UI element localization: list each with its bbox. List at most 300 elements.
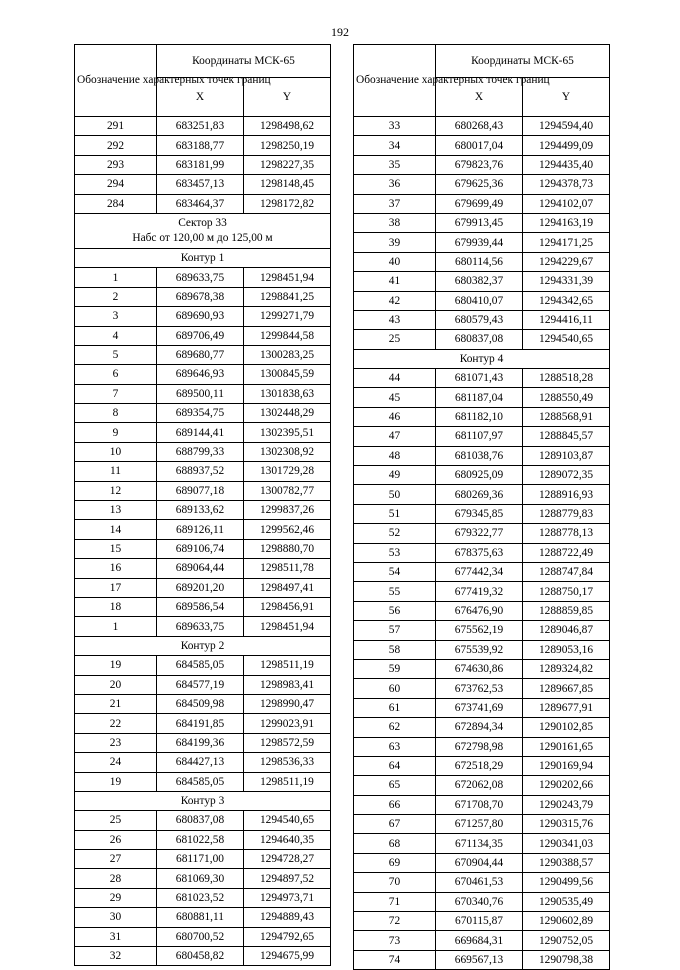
point-id-cell: 72 [354, 912, 436, 931]
point-id-cell: 7 [75, 384, 157, 403]
coordinates-header: Координаты МСК-65 [157, 45, 331, 78]
section-row [75, 213, 331, 248]
contour-row [354, 349, 610, 368]
point-id-cell: 20 [75, 675, 157, 694]
x-coordinate-cell: 669684,31 [436, 931, 523, 950]
point-id-cell: 64 [354, 756, 436, 775]
x-coordinate-cell: 677419,32 [436, 582, 523, 601]
table-row [75, 175, 331, 194]
table-row [75, 772, 331, 791]
point-id-cell: 65 [354, 776, 436, 795]
point-id-cell: 66 [354, 795, 436, 814]
table-row [354, 388, 610, 407]
table-row [354, 892, 610, 911]
x-coordinate-cell: 681069,30 [157, 869, 244, 888]
point-id-cell: 45 [354, 388, 436, 407]
x-coordinate-cell: 681023,52 [157, 888, 244, 907]
point-id-cell: 44 [354, 369, 436, 388]
x-coordinate-cell: 689633,75 [157, 617, 244, 636]
point-id-cell: 37 [354, 194, 436, 213]
contour-row [75, 791, 331, 810]
table-row [75, 136, 331, 155]
table-row [354, 562, 610, 581]
x-coordinate-cell: 684509,98 [157, 694, 244, 713]
table-row [354, 776, 610, 795]
point-column-header: Обозначение характерных точек границ [354, 45, 436, 117]
point-id-cell: 68 [354, 834, 436, 853]
table-row [354, 427, 610, 446]
table-row [75, 287, 331, 306]
point-id-cell: 11 [75, 462, 157, 481]
y-coordinate-cell: 1299837,26 [244, 501, 331, 520]
x-coordinate-cell: 681071,43 [436, 369, 523, 388]
point-id-cell: 24 [75, 753, 157, 772]
x-coordinate-cell: 680925,09 [436, 466, 523, 485]
table-row [354, 659, 610, 678]
y-coordinate-cell: 1288550,49 [523, 388, 610, 407]
point-id-cell: 17 [75, 578, 157, 597]
x-coordinate-cell: 681022,58 [157, 830, 244, 849]
point-id-cell: 53 [354, 543, 436, 562]
table-row [75, 888, 331, 907]
x-coordinate-cell: 679939,44 [436, 233, 523, 252]
y-column-header: Y [244, 78, 331, 117]
table-row [75, 307, 331, 326]
x-coordinate-cell: 681038,76 [436, 446, 523, 465]
y-coordinate-cell: 1288750,17 [523, 582, 610, 601]
point-id-cell: 59 [354, 659, 436, 678]
y-coordinate-cell: 1294229,67 [523, 252, 610, 271]
point-id-cell: 57 [354, 621, 436, 640]
point-id-cell: 67 [354, 815, 436, 834]
y-coordinate-cell: 1302448,29 [244, 404, 331, 423]
x-coordinate-cell: 680458,82 [157, 947, 244, 966]
table-row [75, 811, 331, 830]
y-coordinate-cell: 1288518,28 [523, 369, 610, 388]
x-coordinate-cell: 680881,11 [157, 908, 244, 927]
y-coordinate-cell: 1288722,49 [523, 543, 610, 562]
y-coordinate-cell: 1298498,62 [244, 117, 331, 136]
point-id-cell: 55 [354, 582, 436, 601]
x-coordinate-cell: 689633,75 [157, 268, 244, 287]
table-row [354, 117, 610, 136]
table-row [75, 442, 331, 461]
y-coordinate-cell: 1294728,27 [244, 850, 331, 869]
x-coordinate-cell: 689133,62 [157, 501, 244, 520]
y-coordinate-cell: 1290202,66 [523, 776, 610, 795]
y-coordinate-cell: 1300782,77 [244, 481, 331, 500]
point-id-cell: 54 [354, 562, 436, 581]
x-coordinate-cell: 683188,77 [157, 136, 244, 155]
point-id-cell: 40 [354, 252, 436, 271]
table-row [75, 384, 331, 403]
table-row [354, 310, 610, 329]
y-coordinate-cell: 1294331,39 [523, 272, 610, 291]
table-row [75, 597, 331, 616]
table-row [354, 233, 610, 252]
point-id-cell: 35 [354, 155, 436, 174]
table-row [354, 795, 610, 814]
y-coordinate-cell: 1302395,51 [244, 423, 331, 442]
table-row [354, 853, 610, 872]
contour-heading: Контур 1 [75, 248, 331, 267]
point-id-cell: 32 [75, 947, 157, 966]
x-coordinate-cell: 679625,36 [436, 175, 523, 194]
table-row [75, 908, 331, 927]
contour-row [75, 636, 331, 655]
y-coordinate-cell: 1294540,65 [244, 811, 331, 830]
table-row [75, 830, 331, 849]
table-row [75, 753, 331, 772]
point-id-cell: 30 [75, 908, 157, 927]
y-coordinate-cell: 1294499,09 [523, 136, 610, 155]
table-row [75, 733, 331, 752]
x-coordinate-cell: 672798,98 [436, 737, 523, 756]
x-coordinate-cell: 671134,35 [436, 834, 523, 853]
y-coordinate-cell: 1298227,35 [244, 155, 331, 174]
x-coordinate-cell: 689106,74 [157, 539, 244, 558]
table-row [354, 718, 610, 737]
x-coordinate-cell: 689500,11 [157, 384, 244, 403]
table-row [354, 175, 610, 194]
table-row [354, 640, 610, 659]
table-row [75, 117, 331, 136]
x-coordinate-cell: 680382,37 [436, 272, 523, 291]
y-coordinate-cell: 1298841,25 [244, 287, 331, 306]
table-row [354, 621, 610, 640]
point-id-cell: 9 [75, 423, 157, 442]
y-coordinate-cell: 1294435,40 [523, 155, 610, 174]
point-id-cell: 19 [75, 772, 157, 791]
point-id-cell: 62 [354, 718, 436, 737]
y-coordinate-cell: 1290535,49 [523, 892, 610, 911]
table-row [354, 950, 610, 969]
table-row [75, 656, 331, 675]
point-id-cell: 29 [75, 888, 157, 907]
x-coordinate-cell: 676476,90 [436, 601, 523, 620]
point-id-cell: 71 [354, 892, 436, 911]
point-id-cell: 1 [75, 268, 157, 287]
point-id-cell: 28 [75, 869, 157, 888]
table-row [75, 714, 331, 733]
point-id-cell: 73 [354, 931, 436, 950]
y-coordinate-cell: 1288747,84 [523, 562, 610, 581]
y-coordinate-cell: 1290161,65 [523, 737, 610, 756]
y-coordinate-cell: 1290798,38 [523, 950, 610, 969]
y-coordinate-cell: 1294973,71 [244, 888, 331, 907]
point-id-cell: 25 [75, 811, 157, 830]
x-coordinate-cell: 689126,11 [157, 520, 244, 539]
x-coordinate-cell: 680017,04 [436, 136, 523, 155]
x-coordinate-cell: 674630,86 [436, 659, 523, 678]
y-coordinate-cell: 1294378,73 [523, 175, 610, 194]
table-row [354, 252, 610, 271]
table-row [354, 873, 610, 892]
y-column-header: Y [523, 78, 610, 117]
table-row [354, 756, 610, 775]
point-id-cell: 56 [354, 601, 436, 620]
y-coordinate-cell: 1290102,85 [523, 718, 610, 737]
table-row [354, 834, 610, 853]
table-row [354, 524, 610, 543]
y-coordinate-cell: 1294163,19 [523, 213, 610, 232]
point-id-cell: 15 [75, 539, 157, 558]
y-coordinate-cell: 1290169,94 [523, 756, 610, 775]
point-id-cell: 70 [354, 873, 436, 892]
table-row [354, 504, 610, 523]
coordinates-table-body [75, 117, 331, 966]
point-id-cell: 21 [75, 694, 157, 713]
x-coordinate-cell: 680837,08 [436, 330, 523, 349]
y-coordinate-cell: 1289103,87 [523, 446, 610, 465]
table-row [354, 815, 610, 834]
y-coordinate-cell: 1294540,65 [523, 330, 610, 349]
x-coordinate-cell: 680268,43 [436, 117, 523, 136]
y-coordinate-cell: 1298148,45 [244, 175, 331, 194]
point-id-cell: 8 [75, 404, 157, 423]
x-coordinate-cell: 689678,38 [157, 287, 244, 306]
point-id-cell: 16 [75, 559, 157, 578]
y-coordinate-cell: 1288845,57 [523, 427, 610, 446]
point-id-cell: 292 [75, 136, 157, 155]
x-coordinate-cell: 689144,41 [157, 423, 244, 442]
y-coordinate-cell: 1294342,65 [523, 291, 610, 310]
x-coordinate-cell: 679322,77 [436, 524, 523, 543]
table-row [75, 539, 331, 558]
table-row [75, 578, 331, 597]
x-coordinate-cell: 689646,93 [157, 365, 244, 384]
point-id-cell: 3 [75, 307, 157, 326]
y-coordinate-cell: 1298250,19 [244, 136, 331, 155]
x-coordinate-cell: 684577,19 [157, 675, 244, 694]
y-coordinate-cell: 1298497,41 [244, 578, 331, 597]
y-coordinate-cell: 1288779,83 [523, 504, 610, 523]
point-id-cell: 33 [354, 117, 436, 136]
point-id-cell: 14 [75, 520, 157, 539]
table-row [354, 582, 610, 601]
table-row [354, 155, 610, 174]
x-coordinate-cell: 672062,08 [436, 776, 523, 795]
x-coordinate-cell: 671257,80 [436, 815, 523, 834]
x-coordinate-cell: 672518,29 [436, 756, 523, 775]
x-coordinate-cell: 671708,70 [436, 795, 523, 814]
table-row [75, 365, 331, 384]
page-number: 192 [331, 25, 349, 39]
table-row [354, 679, 610, 698]
table-row [75, 947, 331, 966]
point-id-cell: 1 [75, 617, 157, 636]
x-coordinate-cell: 684191,85 [157, 714, 244, 733]
y-coordinate-cell: 1302308,92 [244, 442, 331, 461]
point-id-cell: 47 [354, 427, 436, 446]
point-id-cell: 27 [75, 850, 157, 869]
point-id-cell: 38 [354, 213, 436, 232]
y-coordinate-cell: 1290602,89 [523, 912, 610, 931]
table-row [354, 136, 610, 155]
point-id-cell: 284 [75, 194, 157, 213]
x-coordinate-cell: 681171,00 [157, 850, 244, 869]
point-id-cell: 63 [354, 737, 436, 756]
table-row [75, 927, 331, 946]
y-coordinate-cell: 1294171,25 [523, 233, 610, 252]
y-coordinate-cell: 1289667,85 [523, 679, 610, 698]
point-id-cell: 10 [75, 442, 157, 461]
y-coordinate-cell: 1288568,91 [523, 407, 610, 426]
y-coordinate-cell: 1301838,63 [244, 384, 331, 403]
table-row [75, 423, 331, 442]
y-coordinate-cell: 1299271,79 [244, 307, 331, 326]
table-row [75, 675, 331, 694]
y-coordinate-cell: 1299023,91 [244, 714, 331, 733]
y-coordinate-cell: 1298172,82 [244, 194, 331, 213]
x-coordinate-cell: 689064,44 [157, 559, 244, 578]
x-coordinate-cell: 670904,44 [436, 853, 523, 872]
table-row [354, 601, 610, 620]
x-coordinate-cell: 675562,19 [436, 621, 523, 640]
y-coordinate-cell: 1298451,94 [244, 268, 331, 287]
table-row [354, 194, 610, 213]
y-coordinate-cell: 1289046,87 [523, 621, 610, 640]
y-coordinate-cell: 1290243,79 [523, 795, 610, 814]
point-id-cell: 50 [354, 485, 436, 504]
y-coordinate-cell: 1298990,47 [244, 694, 331, 713]
y-coordinate-cell: 1290315,76 [523, 815, 610, 834]
table-row [354, 912, 610, 931]
point-id-cell: 293 [75, 155, 157, 174]
y-coordinate-cell: 1298536,33 [244, 753, 331, 772]
x-coordinate-cell: 681187,04 [436, 388, 523, 407]
x-coordinate-cell: 680410,07 [436, 291, 523, 310]
coordinates-table-right [353, 44, 610, 970]
table-row [354, 291, 610, 310]
x-coordinate-cell: 679699,49 [436, 194, 523, 213]
x-coordinate-cell: 670340,76 [436, 892, 523, 911]
y-coordinate-cell: 1298511,78 [244, 559, 331, 578]
contour-row [75, 248, 331, 267]
x-coordinate-cell: 680837,08 [157, 811, 244, 830]
point-id-cell: 58 [354, 640, 436, 659]
y-coordinate-cell: 1299562,46 [244, 520, 331, 539]
x-coordinate-cell: 678375,63 [436, 543, 523, 562]
x-coordinate-cell: 669567,13 [436, 950, 523, 969]
point-id-cell: 34 [354, 136, 436, 155]
y-coordinate-cell: 1290341,03 [523, 834, 610, 853]
x-coordinate-cell: 684427,13 [157, 753, 244, 772]
y-coordinate-cell: 1298511,19 [244, 772, 331, 791]
point-id-cell: 39 [354, 233, 436, 252]
y-coordinate-cell: 1298511,19 [244, 656, 331, 675]
y-coordinate-cell: 1294889,43 [244, 908, 331, 927]
x-coordinate-cell: 677442,34 [436, 562, 523, 581]
x-coordinate-cell: 688799,33 [157, 442, 244, 461]
x-coordinate-cell: 689706,49 [157, 326, 244, 345]
contour-heading: Контур 3 [75, 791, 331, 810]
x-coordinate-cell: 684585,05 [157, 656, 244, 675]
table-row [75, 345, 331, 364]
x-coordinate-cell: 680269,36 [436, 485, 523, 504]
point-id-cell: 52 [354, 524, 436, 543]
y-coordinate-cell: 1300283,25 [244, 345, 331, 364]
y-coordinate-cell: 1290499,56 [523, 873, 610, 892]
x-coordinate-cell: 670115,87 [436, 912, 523, 931]
y-coordinate-cell: 1290752,05 [523, 931, 610, 950]
table-row [75, 850, 331, 869]
table-row [354, 543, 610, 562]
point-id-cell: 42 [354, 291, 436, 310]
x-coordinate-cell: 672894,34 [436, 718, 523, 737]
x-coordinate-cell: 679913,45 [436, 213, 523, 232]
table-row [354, 446, 610, 465]
table-row [354, 698, 610, 717]
y-coordinate-cell: 1288778,13 [523, 524, 610, 543]
point-id-cell: 13 [75, 501, 157, 520]
y-coordinate-cell: 1294675,99 [244, 947, 331, 966]
table-row [75, 462, 331, 481]
coordinates-table-body [354, 117, 610, 970]
table-row [75, 617, 331, 636]
x-coordinate-cell: 688937,52 [157, 462, 244, 481]
point-id-cell: 31 [75, 927, 157, 946]
x-coordinate-cell: 684199,36 [157, 733, 244, 752]
y-coordinate-cell: 1294594,40 [523, 117, 610, 136]
point-id-cell: 22 [75, 714, 157, 733]
y-coordinate-cell: 1298880,70 [244, 539, 331, 558]
table-row [354, 369, 610, 388]
point-id-cell: 60 [354, 679, 436, 698]
table-row [354, 466, 610, 485]
y-coordinate-cell: 1290388,57 [523, 853, 610, 872]
x-coordinate-cell: 683181,99 [157, 155, 244, 174]
table-row [75, 520, 331, 539]
y-coordinate-cell: 1300845,59 [244, 365, 331, 384]
table-row [75, 155, 331, 174]
x-coordinate-cell: 689680,77 [157, 345, 244, 364]
table-row [75, 869, 331, 888]
table-row [75, 326, 331, 345]
point-id-cell: 25 [354, 330, 436, 349]
x-column-header: X [157, 78, 244, 117]
coordinates-header: Координаты МСК-65 [436, 45, 610, 78]
x-coordinate-cell: 681182,10 [436, 407, 523, 426]
y-coordinate-cell: 1294792,65 [244, 927, 331, 946]
contour-heading: Контур 2 [75, 636, 331, 655]
x-coordinate-cell: 683251,83 [157, 117, 244, 136]
y-coordinate-cell: 1289677,91 [523, 698, 610, 717]
point-id-cell: 291 [75, 117, 157, 136]
y-coordinate-cell: 1298456,91 [244, 597, 331, 616]
y-coordinate-cell: 1289324,82 [523, 659, 610, 678]
x-column-header: X [436, 78, 523, 117]
x-coordinate-cell: 689354,75 [157, 404, 244, 423]
y-coordinate-cell: 1294640,35 [244, 830, 331, 849]
point-id-cell: 294 [75, 175, 157, 194]
table-row [354, 213, 610, 232]
y-coordinate-cell: 1288916,93 [523, 485, 610, 504]
x-coordinate-cell: 680114,56 [436, 252, 523, 271]
x-coordinate-cell: 684585,05 [157, 772, 244, 791]
point-id-cell: 18 [75, 597, 157, 616]
section-heading [75, 213, 331, 248]
coordinates-table-left [74, 44, 331, 966]
point-id-cell: 61 [354, 698, 436, 717]
point-id-cell: 49 [354, 466, 436, 485]
point-id-cell: 43 [354, 310, 436, 329]
point-id-cell: 26 [75, 830, 157, 849]
x-coordinate-cell: 675539,92 [436, 640, 523, 659]
y-coordinate-cell: 1298451,94 [244, 617, 331, 636]
point-id-cell: 2 [75, 287, 157, 306]
point-id-cell: 74 [354, 950, 436, 969]
